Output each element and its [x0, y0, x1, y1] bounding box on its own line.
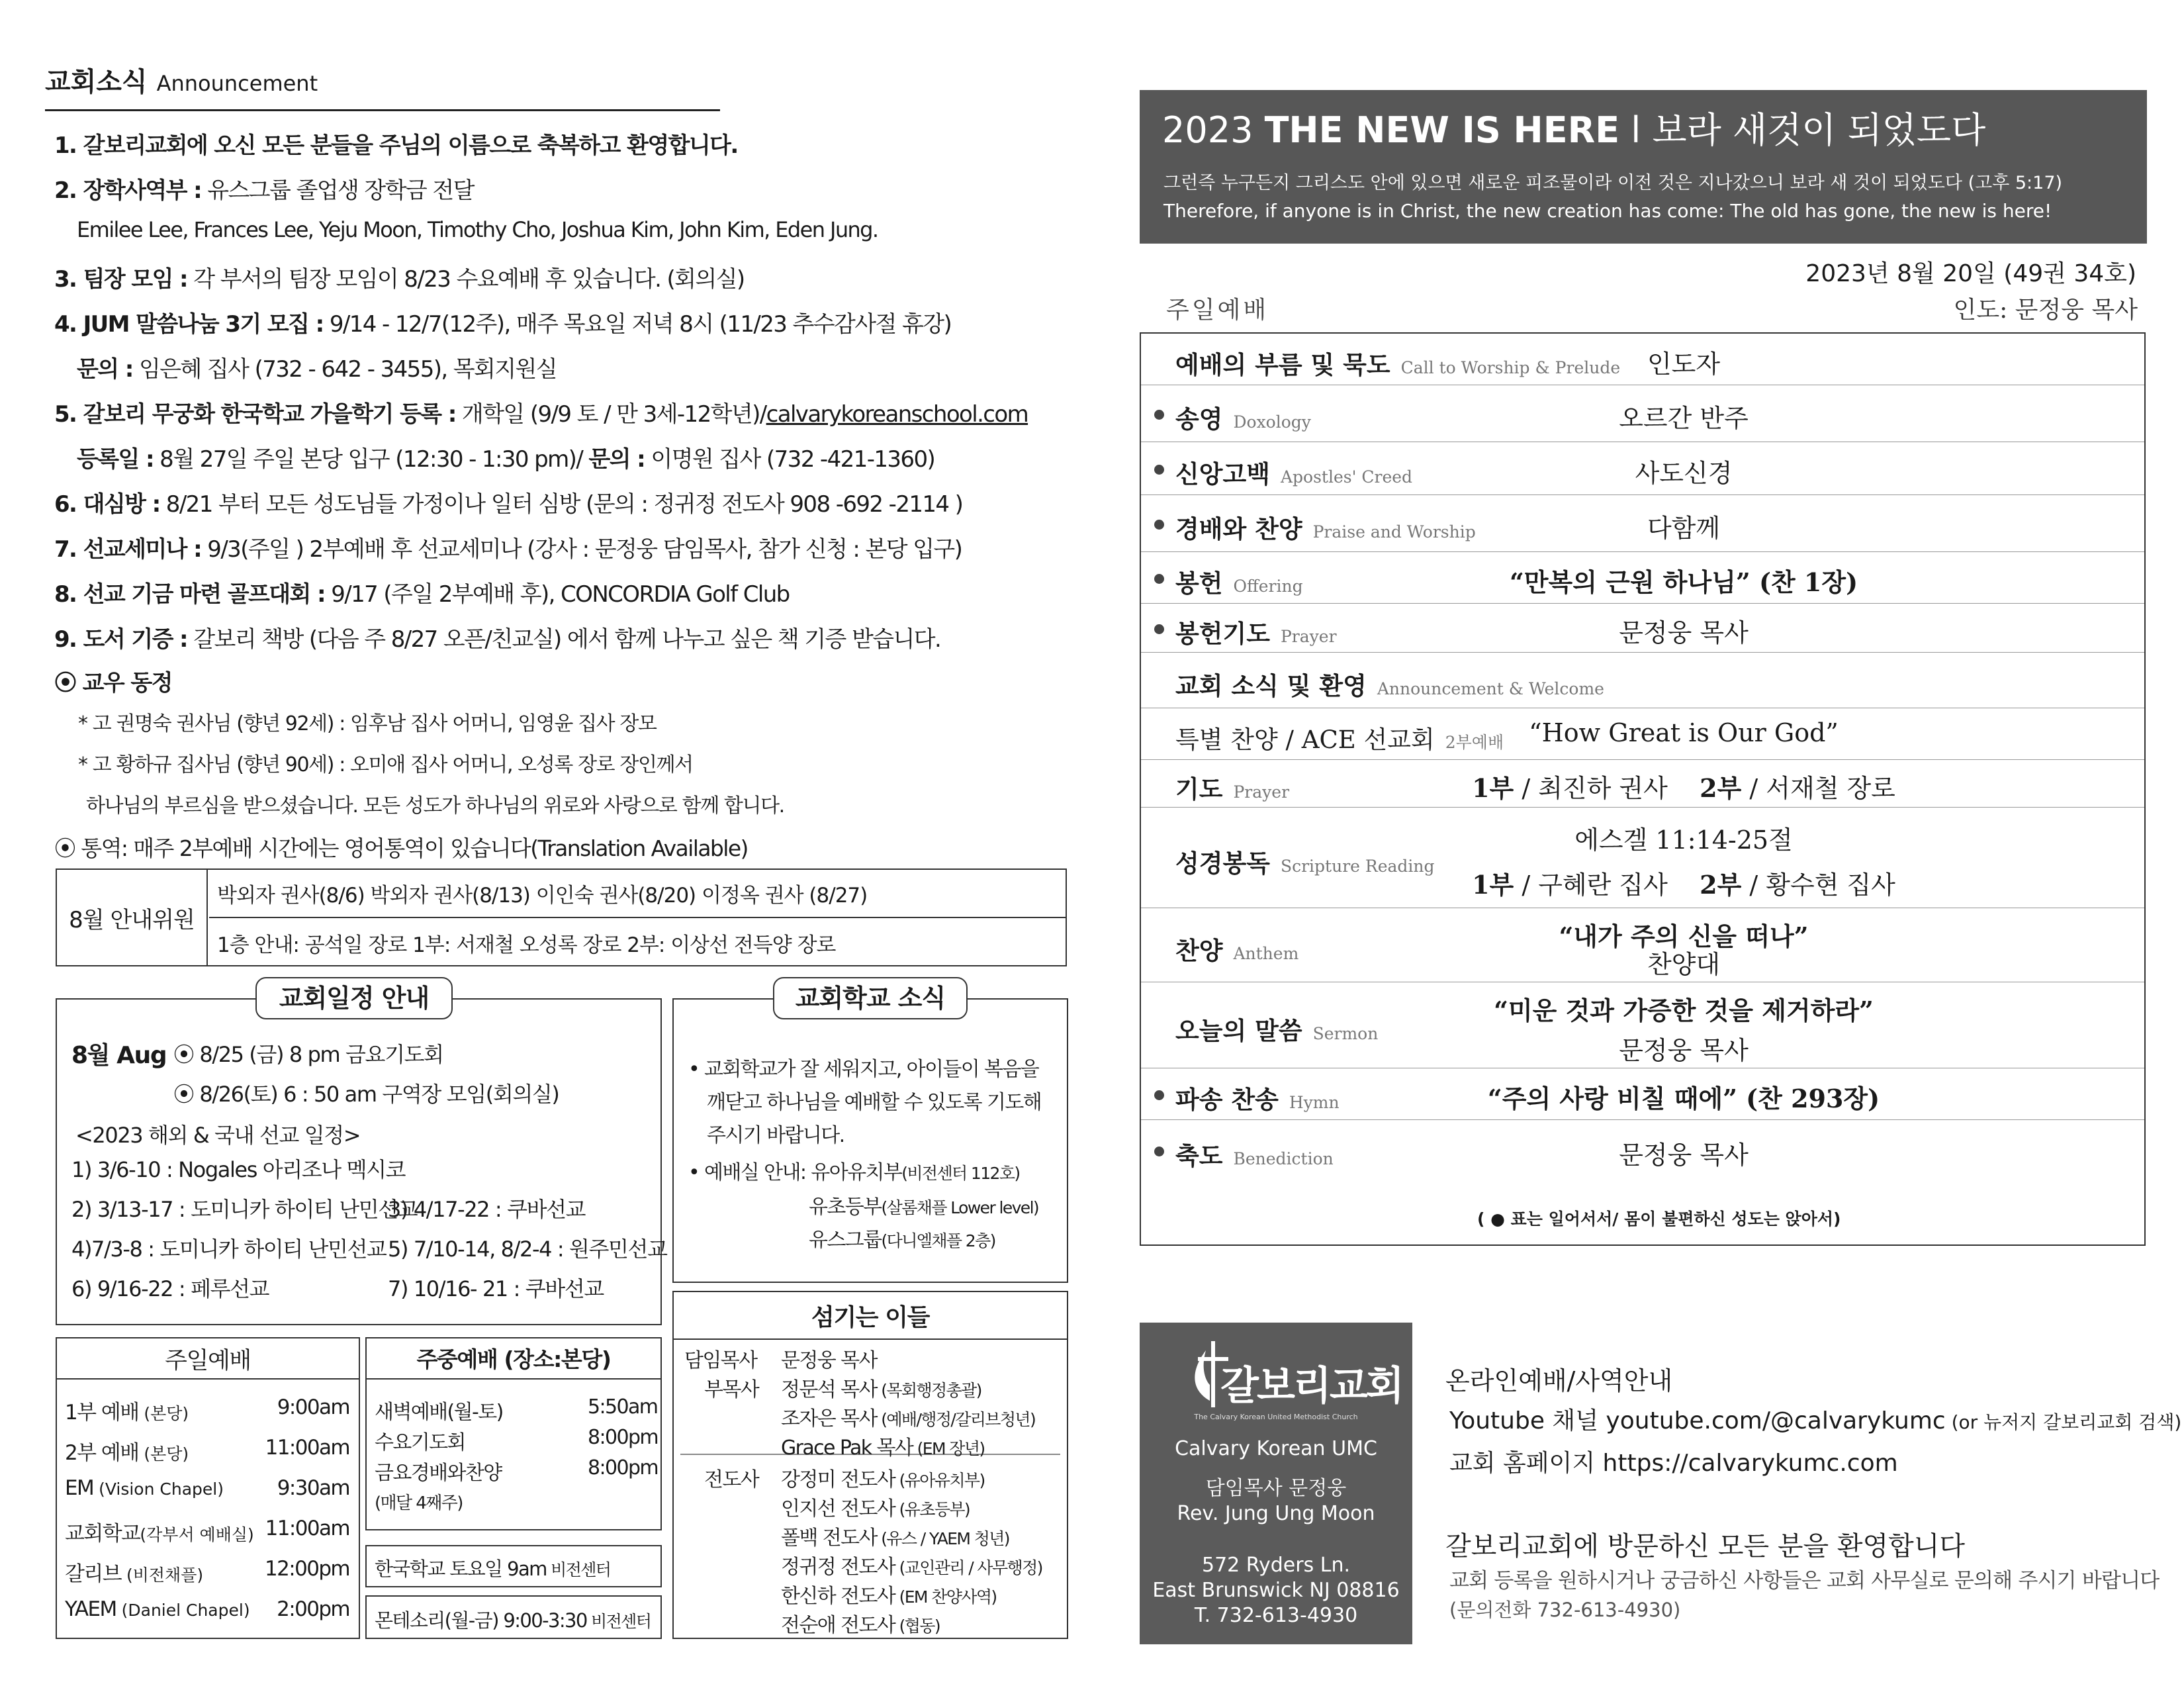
worship-item-name: 기도 Prayer: [1175, 774, 1290, 804]
address-1: 572 Ryders Ln.: [1201, 1554, 1351, 1577]
announcement-7: 7. 선교세미나 : 9/3(주일 ) 2부예배 후 선교세미나 (강사 : 문정웅 담임목사, 참가 신청 : 본당 입구): [54, 536, 962, 563]
worship-item-english: Benediction: [1233, 1149, 1334, 1168]
theme-banner: [1140, 90, 2147, 244]
sunday-service-row: [65, 1395, 349, 1425]
school-news-title: 교회학교 소식: [773, 977, 968, 1019]
announcement-5-registration: 등록일 : 8월 27일 주일 본당 입구 (12:30 - 1:30 pm)/ 문의 : 이명원 집사 (732 -421-1360): [77, 446, 935, 473]
ushers-row-2: 1층 안내: 공석일 장로 1부: 서재철 오성록 장로 2부: 이상선 전득양 장로: [217, 933, 836, 957]
worship-item-english: Prayer: [1280, 627, 1337, 646]
worship-order-row: [1141, 653, 2144, 708]
weekday-fri-note: (매달 4째주): [375, 1493, 463, 1513]
worship-item-name: 성경봉독 Scripture Reading: [1175, 849, 1435, 878]
service-place: (비전채플): [121, 1566, 204, 1585]
standing-dot-icon: [1154, 1090, 1164, 1100]
worship-item-name: 봉헌 Offering: [1175, 569, 1303, 598]
staff-rule: [672, 1338, 1068, 1340]
service-place: (Vision Chapel): [93, 1479, 224, 1499]
weekday-wed-time: 8:00pm: [588, 1426, 659, 1449]
mission-4: 4)7/3-8 : 도미니카 하이티 난민선교: [71, 1237, 387, 1262]
worship-item-leader: 찬양대: [1647, 950, 1721, 979]
service-place: (각부서 예배실): [140, 1525, 254, 1544]
worship-item-english: Anthem: [1233, 944, 1299, 963]
worship-item-name: 경배와 찬양 Praise and Worship: [1175, 514, 1476, 543]
ushers-label: 8월 안내위원: [57, 870, 208, 965]
worship-item-english: Apostles' Creed: [1280, 467, 1413, 487]
schedule-event-2: ⦿ 8/26(토) 6 : 50 am 구역장 모임(회의실): [173, 1082, 559, 1107]
staff-associate-3: Grace Pak 목사 (EM 장년): [781, 1436, 985, 1460]
worship-item-english: Scripture Reading: [1280, 857, 1435, 876]
service-name: 2부 예배: [65, 1441, 139, 1465]
service-time: 12:00pm: [264, 1557, 349, 1581]
staff-evangelist-1: 강정미 전도사 (유아유치부): [781, 1468, 985, 1491]
address-2: East Brunswick NJ 08816: [1152, 1579, 1400, 1602]
service-time: 11:00am: [265, 1436, 349, 1460]
worship-item-english: Announcement & Welcome: [1377, 679, 1604, 698]
worship-item-detail: “주의 사랑 비칠 때에” (찬 293장): [1487, 1084, 1880, 1113]
announcement-1: 1. 갈보리교회에 오신 모든 분들을 주님의 이름으로 축복하고 환영합니다.: [54, 132, 738, 159]
homepage-link[interactable]: https://calvarykumc.com: [1595, 1450, 1898, 1477]
announcement-4-contact: 문의 : 임은혜 집사 (732 - 642 - 3455), 목회지원실: [77, 356, 557, 383]
school-news-1b: 깨닫고 하나님을 예배할 수 있도록 기도해: [707, 1091, 1042, 1114]
worship-order-row: [1141, 760, 2144, 808]
staff-label-associate: 부목사: [704, 1378, 759, 1401]
heading-rule: [45, 109, 720, 111]
worship-item-name: 찬양 Anthem: [1175, 936, 1299, 965]
member-news-1: * 고 권명숙 권사님 (향년 92세) : 임후남 집사 어머니, 임영윤 집사 장모: [78, 712, 657, 735]
worship-item-english: 2부예배: [1445, 733, 1504, 752]
school-news-2: • 예배실 안내: 유아유치부(비전센터 112호): [688, 1161, 1020, 1184]
member-news-3: 하나님의 부르심을 받으셨습니다. 모든 성도가 하나님의 위로와 사랑으로 함께 합니다.: [86, 794, 784, 818]
weekday-worship-title: 주중예배 (장소:본당): [416, 1346, 611, 1372]
bulletin-date: 2023년 8월 20일 (49권 34호): [1805, 260, 2136, 287]
staff-evangelist-6: 전순애 전도사 (협동): [781, 1614, 940, 1637]
worship-item-detail: 문정웅 목사: [1619, 618, 1749, 647]
staff-evangelist-4: 정귀정 전도사 (교인관리 / 사무행정): [781, 1556, 1042, 1579]
church-info-card: [1140, 1323, 1412, 1644]
service-time: 9:30am: [277, 1476, 349, 1500]
sunday-service-row: [65, 1557, 349, 1587]
worship-item-name: 신앙고백 Apostles' Creed: [1175, 459, 1413, 489]
staff-label-senior: 담임목사: [684, 1349, 757, 1372]
sunday-service-row: [65, 1517, 349, 1546]
announcement-8: 8. 선교 기금 마련 골프대회 : 9/17 (주일 2부예배 후), CONCORDIA Golf Club: [54, 581, 790, 608]
weekday-dawn-time: 5:50am: [588, 1395, 658, 1419]
mission-3: 3) 4/17-22 : 쿠바선교: [388, 1197, 586, 1222]
worship-item-detail: 오르간 반주: [1619, 404, 1749, 433]
worship-item-detail: “How Great is Our God”: [1529, 718, 1839, 747]
standing-dot-icon: [1154, 520, 1164, 530]
worship-order-row: [1141, 442, 2144, 495]
banner-verse-ko: 그런즉 누구든지 그리스도 안에 있으면 새로운 피조물이라 이전 것은 지나갔으니 보라 새 것이 되었도다 (고후 5:17): [1163, 173, 2063, 193]
worship-item-name: 파송 찬송 Hymn: [1175, 1085, 1340, 1114]
worship-item-english: Offering: [1233, 577, 1303, 596]
announcement-heading: 교회소식 Announcement: [45, 67, 318, 97]
worship-order-row: [1141, 808, 2144, 908]
worship-order-row: [1141, 1068, 2144, 1120]
service-time: 11:00am: [265, 1517, 349, 1540]
worship-item-people: 1부 / 구혜란 집사 2부 / 황수현 집사: [1472, 870, 1895, 900]
worship-leader: 인도: 문정웅 목사: [1953, 297, 2138, 324]
school-news-1a: • 교회학교가 잘 세워지고, 아이들이 복음을: [688, 1058, 1039, 1081]
staff-evangelist-5: 한신하 전도사 (EM 찬양사역): [781, 1585, 997, 1608]
worship-item-english: Praise and Worship: [1312, 522, 1476, 541]
standing-dot-icon: [1154, 574, 1164, 584]
pastor-en: Rev. Jung Ung Moon: [1177, 1502, 1375, 1525]
staff-evangelist-2: 인지선 전도사 (유초등부): [781, 1497, 970, 1521]
translation-note: ⦿ 통역: 매주 2부예배 시간에는 영어통역이 있습니다(Translation Available): [54, 835, 748, 861]
mission-title: <2023 해외 & 국내 선교 일정>: [75, 1123, 361, 1148]
staff-associate-2: 조자은 목사 (예배/행정/갈리브청년): [781, 1407, 1036, 1430]
member-news-2: * 고 황하규 집사님 (향년 90세) : 오미애 집사 어머니, 오성록 장로 장인께서: [78, 753, 693, 776]
sunday-worship-title: 주일예배: [165, 1348, 251, 1374]
standing-dot-icon: [1154, 410, 1164, 420]
ushers-row-1: 박외자 권사(8/6) 박외자 권사(8/13) 이인숙 권사(8/20) 이정옥 권사 (8/27): [209, 870, 1066, 918]
online-title: 온라인예배/사역안내: [1445, 1366, 1673, 1395]
mission-6: 6) 9/16-22 : 페루선교: [71, 1276, 269, 1301]
standing-dot-icon: [1154, 1147, 1164, 1156]
worship-item-name: 오늘의 말씀 Sermon: [1175, 1016, 1379, 1045]
worship-item-english: Prayer: [1233, 782, 1290, 802]
ushers-table: [56, 868, 1067, 966]
service-place: (본당): [138, 1444, 189, 1464]
schedule-event-1: ⦿ 8/25 (금) 8 pm 금요기도회: [173, 1042, 443, 1067]
welcome-heading: 갈보리교회에 방문하신 모든 분을 환영합니다: [1445, 1531, 1966, 1562]
sunday-rule: [56, 1378, 360, 1380]
worship-order-row: [1141, 552, 2144, 604]
worship-order-row: [1141, 604, 2144, 653]
church-phone: T. 732-613-4930: [1194, 1604, 1358, 1627]
worship-item-detail: 문정웅 목사: [1619, 1141, 1749, 1170]
standing-dot-icon: [1154, 465, 1164, 475]
montessori: 몬테소리(월-금) 9:00-3:30 비전센터: [375, 1609, 651, 1632]
service-place: (Daniel Chapel): [116, 1601, 250, 1620]
worship-item-name: 축도 Benediction: [1175, 1141, 1334, 1170]
worship-item-english: Sermon: [1312, 1024, 1379, 1043]
worship-item-detail: “미운 것과 가증한 것을 제거하라”: [1494, 996, 1874, 1025]
member-news-heading: ⦿ 교우 동정: [54, 670, 172, 696]
worship-item-name: 예배의 부름 및 묵도 Call to Worship & Prelude: [1175, 350, 1621, 379]
mission-5: 5) 7/10-14, 8/2-4 : 원주민선교: [388, 1237, 667, 1262]
staff-label-evangelist: 전도사: [704, 1468, 759, 1491]
welcome-phone: (문의전화 732-613-4930): [1449, 1599, 1681, 1621]
worship-item-english: Doxology: [1233, 412, 1311, 432]
service-name: YAEM: [65, 1597, 116, 1621]
worship-item-people: 1부 / 최진하 권사 2부 / 서재철 장로: [1472, 773, 1895, 803]
worship-order-row: [1141, 1120, 2144, 1181]
staff-evangelist-3: 폴백 전도사 (유스 / YAEM 청년): [781, 1526, 1009, 1550]
worship-order-row: [1141, 982, 2144, 1068]
service-name: 1부 예배: [65, 1401, 139, 1425]
service-place: (본당): [138, 1404, 189, 1423]
order-note: ( ● 표는 일어서서/ 몸이 불편하신 성도는 앉아서): [1477, 1209, 1841, 1229]
mission-7: 7) 10/16- 21 : 쿠바선교: [388, 1276, 604, 1301]
worship-item-detail: 인도자: [1647, 350, 1721, 379]
weekday-rule: [365, 1378, 662, 1380]
announcement-6: 6. 대심방 : 8/21 부터 모든 성도님들 가정이나 일터 심방 (문의 : 정귀정 전도사 908 -692 -2114 ): [54, 491, 963, 518]
worship-item-detail: 다함께: [1647, 514, 1721, 543]
worship-item-detail: 에스겔 11:14-25절: [1574, 825, 1793, 855]
church-name-en: Calvary Korean UMC: [1175, 1437, 1377, 1460]
worship-item-detail: 사도신경: [1635, 459, 1733, 488]
service-name: 교회학교: [65, 1522, 140, 1546]
worship-item-name: 송영 Doxology: [1175, 404, 1311, 434]
weekday-dawn: 새벽예배(월-토): [375, 1401, 503, 1424]
youtube-link[interactable]: youtube.com/@calvarykumc: [1598, 1407, 1946, 1434]
mission-2: 2) 3/13-17 : 도미니카 하이티 난민선교: [71, 1197, 418, 1222]
welcome-text: 교회 등록을 원하시거나 궁금하신 사항들은 교회 사무실로 문의해 주시기 바랍니다: [1449, 1569, 2160, 1593]
announcement-4: 4. JUM 말씀나눔 3기 모집 : 9/14 - 12/7(12주), 매주 목요일 저녁 8시 (11/23 추수감사절 휴강): [54, 311, 952, 338]
worship-order-row: [1141, 334, 2144, 385]
homepage-line: 교회 홈페이지 https://calvarykumc.com: [1449, 1450, 1898, 1477]
worship-order-row: [1141, 708, 2144, 760]
schedule-title: 교회일정 안내: [255, 977, 453, 1019]
announcement-2: 2. 장학사역부 : 유스그룹 졸업생 장학금 전달: [54, 177, 474, 204]
sunday-service-row: [65, 1597, 349, 1621]
schedule-month: 8월 Aug: [71, 1042, 167, 1069]
staff-associate-1: 정문석 목사 (목회행정총괄): [781, 1378, 981, 1401]
korean-school: 한국학교 토요일 9am 비전센터: [375, 1558, 611, 1580]
service-name: EM: [65, 1476, 94, 1500]
announcement-9: 9. 도서 기증 : 갈보리 책방 (다음 주 8/27 오픈/친교실) 에서 함께 나누고 싶은 책 기증 받습니다.: [54, 626, 941, 653]
worship-item-english: Call to Worship & Prelude: [1400, 358, 1621, 377]
worship-order-row: [1141, 908, 2144, 982]
youtube-line: Youtube 채널 youtube.com/@calvarykumc (or 뉴저지 갈보리교회 검색): [1449, 1407, 2182, 1434]
standing-dot-icon: [1154, 624, 1164, 634]
service-time: 2:00pm: [277, 1597, 349, 1621]
announcement-5: 5. 갈보리 무궁화 한국학교 가을학기 등록 : 개학일 (9/9 토 / 만 3세-12학년)/calvarykoreanschool.com: [54, 401, 1028, 428]
pastor-ko: 담임목사 문정웅: [1205, 1477, 1347, 1500]
weekday-fri-time: 8:00pm: [588, 1456, 659, 1479]
weekday-fri: 금요경배와찬양: [375, 1462, 502, 1485]
school-news-4: 유스그룹(다니엘채플 2층): [809, 1229, 995, 1252]
announcement-2-names: Emilee Lee, Frances Lee, Yeju Moon, Timothy Cho, Joshua Kim, John Kim, Eden Jung.: [77, 217, 878, 242]
staff-title: 섬기는 이들: [811, 1304, 929, 1331]
banner-headline: 2023 THE NEW IS HERE l 보라 새것이 되었도다: [1162, 109, 1986, 151]
school-link[interactable]: calvarykoreanschool.com: [766, 401, 1028, 428]
service-name: 갈리브: [65, 1562, 122, 1586]
order-of-worship: [1140, 332, 2146, 1246]
weekday-wed: 수요기도회: [375, 1431, 465, 1454]
church-logo-mark: 갈보리교회: [1220, 1363, 1402, 1409]
worship-item-english: Hymn: [1289, 1093, 1340, 1112]
banner-verse-en: Therefore, if anyone is in Christ, the new creation has come: The old has gone, the new is here!: [1163, 200, 2052, 222]
worship-order-row: [1141, 385, 2144, 442]
staff-senior: 문정웅 목사: [781, 1349, 877, 1372]
sunday-service-row: [65, 1476, 349, 1500]
church-logo-tagline: The Calvary Korean United Methodist Church: [1194, 1413, 1358, 1421]
sunday-service-row: [65, 1436, 349, 1466]
mission-1: 1) 3/6-10 : Nogales 아리조나 멕시코: [71, 1157, 406, 1182]
worship-item-name: 교회 소식 및 환영 Announcement & Welcome: [1175, 671, 1604, 700]
announcement-3: 3. 팀장 모임 : 각 부서의 팀장 모임이 8/23 수요예배 후 있습니다. (회의실): [54, 266, 745, 293]
worship-item-name: 특별 찬양 / ACE 선교회 2부예배: [1175, 726, 1504, 754]
worship-item-leader: 문정웅 목사: [1619, 1036, 1749, 1065]
worship-item-name: 봉헌기도 Prayer: [1175, 619, 1337, 648]
service-time: 9:00am: [277, 1395, 349, 1419]
worship-item-detail: “만복의 근원 하나님” (찬 1장): [1509, 567, 1858, 597]
worship-order-row: [1141, 495, 2144, 552]
school-news-1c: 주시기 바랍니다.: [707, 1124, 844, 1147]
sunday-worship-label: 주일예배: [1166, 297, 1269, 324]
worship-item-detail: “내가 주의 신을 떠나”: [1559, 921, 1809, 951]
school-news-3: 유초등부(살롬채플 Lower level): [809, 1196, 1039, 1219]
